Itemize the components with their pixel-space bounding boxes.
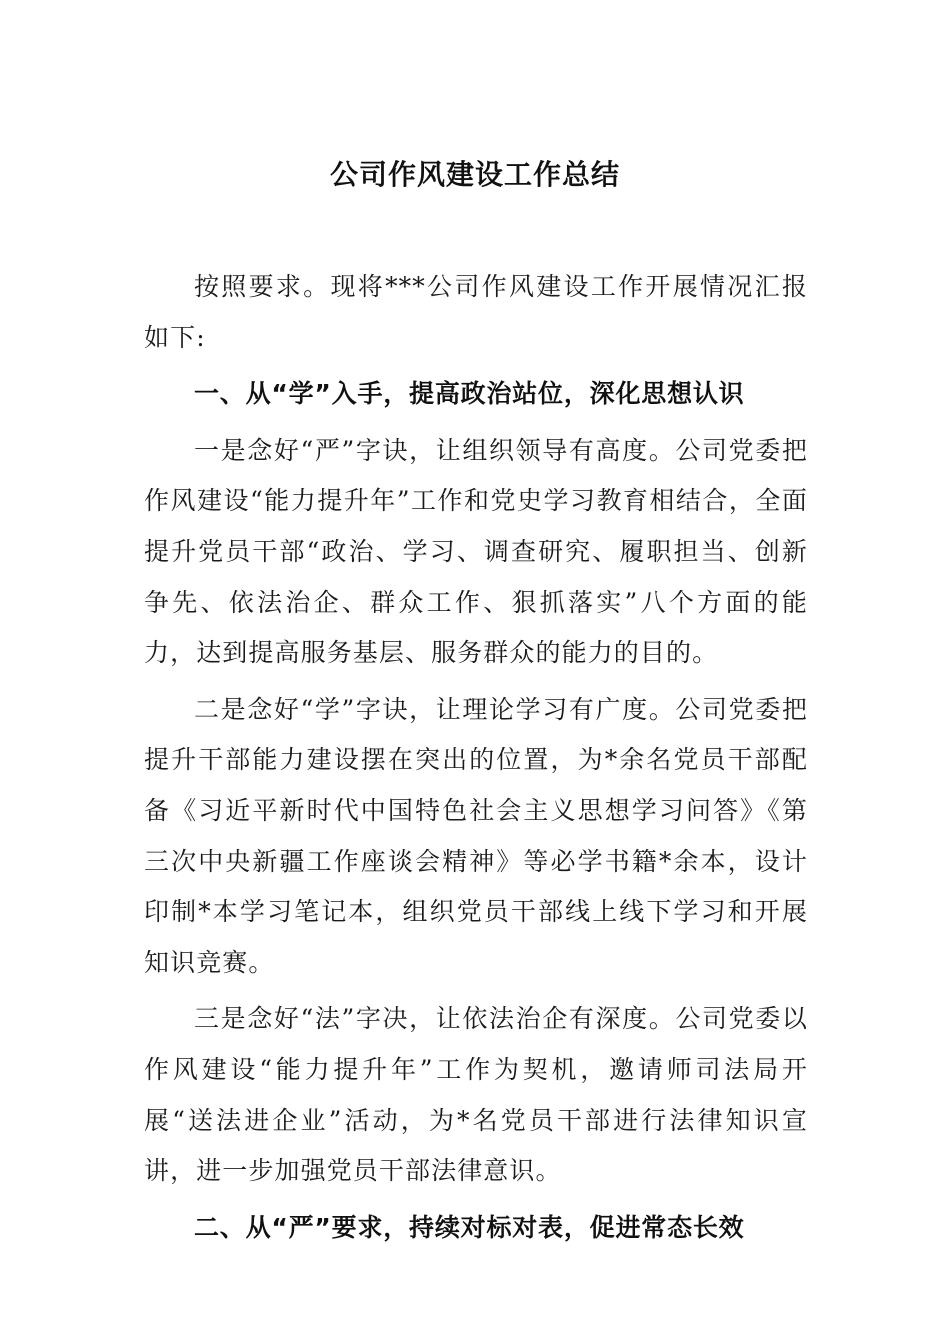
intro-paragraph: 按照要求。现将***公司作风建设工作开展情况汇报如下: <box>144 272 808 352</box>
document-body <box>144 262 808 1259</box>
section-heading-1: 一、从“学”入手，提高政治站位，深化思想认识 <box>194 379 745 409</box>
section-heading-2: 二、从“严”要求，持续对标对表，促进常态长效 <box>194 1212 745 1242</box>
paragraph-2: 二是念好“学”字诀，让理论学习有广度。公司党委把提升干部能力建设摆在突出的位置，为*余名党员干部配备《习近平新时代中国特色社会主义思想学习问答》《第三次中央新疆工作座谈会精神》等必学书籍*余本，设计印制*本学习笔记本，组织党员干部线上线下学习和开展知识竞赛。 <box>144 694 808 977</box>
paragraph-1: 一是念好“严”字诀，让组织领导有高度。公司党委把作风建设“能力提升年”工作和党史学习教育相结合，全面提升党员干部“政治、学习、调查研究、履职担当、创新争先、依法治企、群众工作、狠抓落实”八个方面的能力，达到提高服务基层、服务群众的能力的目的。 <box>144 435 808 668</box>
document-title: 公司作风建设工作总结 <box>329 158 620 191</box>
paragraph-3: 三是念好“法”字决，让依法治企有深度。公司党委以作风建设“能力提升年”工作为契机，邀请师司法局开展“送法进企业”活动，为*名党员干部进行法律知识宣讲，进一步加强党员干部法律意识。 <box>144 1004 808 1186</box>
